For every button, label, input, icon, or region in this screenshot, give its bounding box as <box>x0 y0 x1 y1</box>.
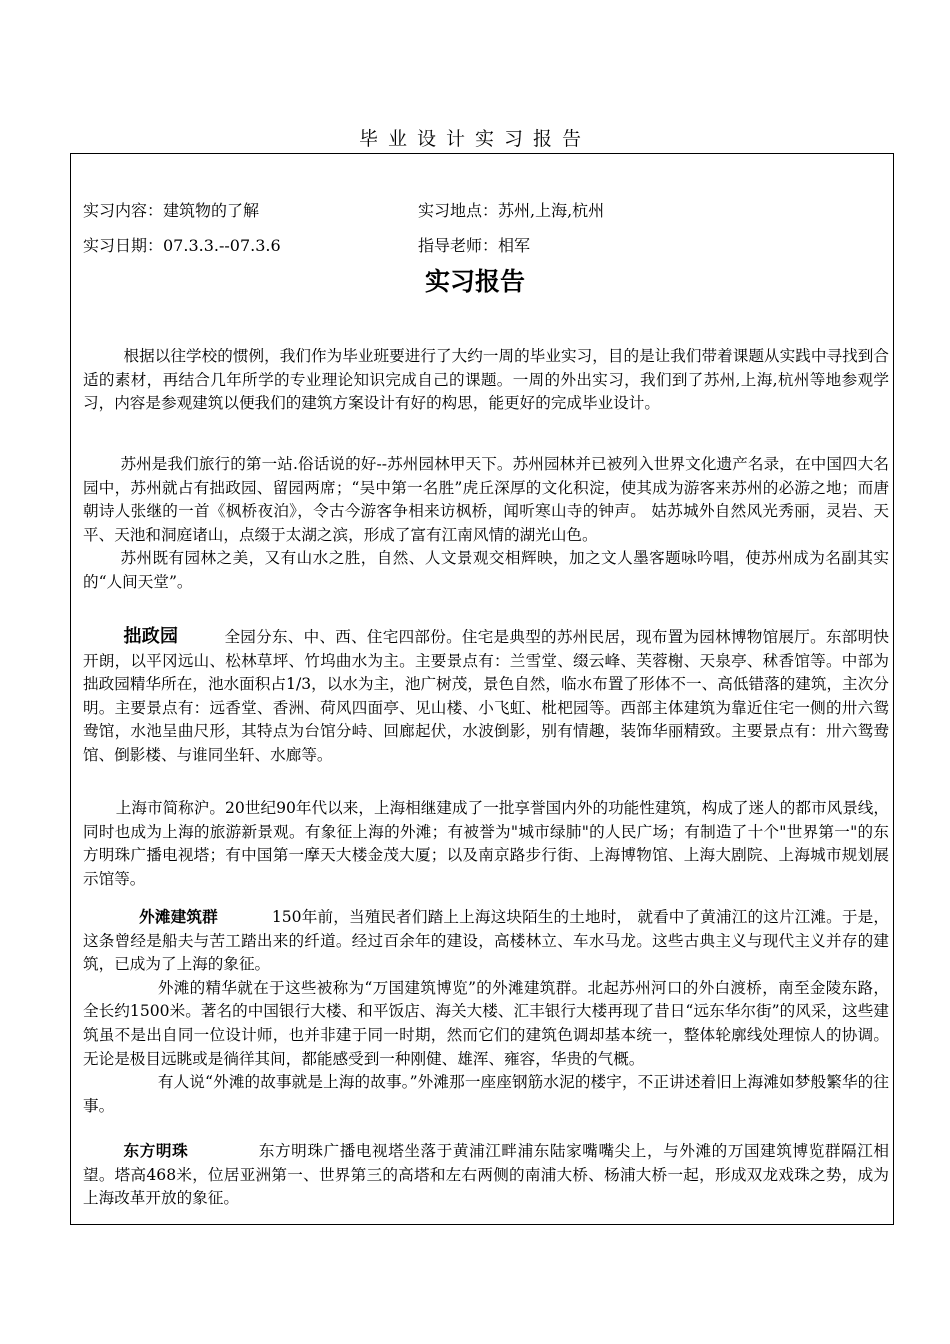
shanghai-paragraph: 上海市简称沪。20世纪90年代以来，上海相继建成了一批享誉国内外的功能性建筑，构成了迷人的都市风景线，同时也成为上海的旅游新景观。有象征上海的外滩；有被誉为"城市绿肺"的人民广场；有制造了十个"世界第一"的东方明珠广播电视塔；有中国第一摩天大楼金茂大厦；以及南京路步行街、上海博物馆、上海大剧院、上海城市规划展示馆等。 <box>83 799 889 888</box>
intro-paragraph: 根据以往学校的惯例，我们作为毕业班要进行了大约一周的毕业实习，目的是让我们带着课题从实践中寻找到合适的素材，再结合几年所学的专业理论知识完成自己的课题。一周的外出实习，我们到了苏州,上海,杭州等地参观学习，内容是参观建筑以便我们的建筑方案设计有好的构思，能更好的完成毕业设计。 <box>83 347 889 413</box>
bund-title: 外滩建筑群 <box>139 908 218 926</box>
report-heading: 实习报告 <box>424 267 525 296</box>
internship-location: 实习地点：苏州,上海,杭州 <box>418 201 605 220</box>
pearl-text: 东方明珠广播电视塔坐落于黄浦江畔浦东陆家嘴嘴尖上，与外滩的万国建筑博览群隔江相望。塔高468米，位居亚洲第一、世界第三的高塔和左右两侧的南浦大桥、杨浦大桥一起，形成双龙戏珠之势，成为上海改革开放的象征。 <box>83 1142 889 1208</box>
internship-content: 实习内容：建筑物的了解 <box>83 201 260 220</box>
suzhou-section <box>83 453 889 595</box>
zhuozheng-section <box>83 625 889 768</box>
instructor: 指导老师：相军 <box>418 236 531 255</box>
bund-paragraph-3: 有人说“外滩的故事就是上海的故事。”外滩那一座座钢筋水泥的楼宇，不正讲述着旧上海滩如梦般繁华的往事。 <box>83 1073 889 1115</box>
internship-date: 实习日期：07.3.3.--07.3.6 <box>83 236 281 255</box>
shanghai-section <box>83 797 889 891</box>
pearl-section <box>83 1140 889 1211</box>
suzhou-paragraph-1: 苏州是我们旅行的第一站.俗话说的好--苏州园林甲天下。苏州园林并已被列入世界文化遗产名录，在中国四大名园中，苏州就占有拙政园、留园两席；“吴中第一名胜”虎丘深厚的文化积淀，使其成为游客来苏州的必游之地；而唐朝诗人张继的一首《枫桥夜泊》，令古今游客争相来访枫桥，闻听寒山寺的钟声。 姑苏城外自然风光秀丽，灵岩、天平、天池和洞庭诸山，点缀于太湖之滨，形成了富有江南风情的湖光山色。 <box>83 455 889 544</box>
intro-section <box>83 345 889 416</box>
document-title: 毕业设计实习报告 <box>358 128 591 150</box>
bund-paragraph-1: 150年前，当殖民者们踏上上海这块陌生的土地时， 就看中了黄浦江的这片江滩。于是，这条曾经是船夫与苦工踏出来的纤道。经过百余年的建设，高楼林立、车水马龙。这些古典主义与现代主义并存的建筑，已成为了上海的象征。 <box>83 908 889 974</box>
zhuozheng-text: 全园分东、中、西、住宅四部份。住宅是典型的苏州民居，现布置为园林博物馆展厅。东部明快开朗，以平冈远山、松林草坪、竹坞曲水为主。主要景点有：兰雪堂、缀云峰、芙蓉榭、天泉亭、秫香馆等。中部为拙政园精华所在，池水面积占1/3，以水为主，池广树茂，景色自然，临水布置了形体不一、高低错落的建筑，主次分明。主要景点有：远香堂、香洲、荷风四面亭、见山楼、小飞虹、枇杷园等。西部主体建筑为靠近住宅一侧的卅六鸳鸯馆，水池呈曲尺形，其特点为台馆分峙、回廊起伏，水波倒影，别有情趣，装饰华丽精致。主要景点有：卅六鸳鸯馆、倒影楼、与谁同坐轩、水廊等。 <box>83 628 889 764</box>
pearl-title: 东方明珠 <box>123 1142 189 1160</box>
bund-paragraph-2: 外滩的精华就在于这些被称为“万国建筑博览”的外滩建筑群。北起苏州河口的外白渡桥，南至金陵东路，全长约1500米。著名的中国银行大楼、和平饭店、海关大楼、汇丰银行大楼再现了昔日“远东华尔街”的风采，这些建筑虽不是出自同一位设计师，也并非建于同一时期，然而它们的建筑色调却基本统一，整体轮廓线处理惊人的协调。无论是极目远眺或是徜徉其间，都能感受到一种刚健、雄浑、雍容，华贵的气概。 <box>83 978 889 1068</box>
bund-section <box>83 906 889 1118</box>
zhuozheng-title: 拙政园 <box>123 626 179 647</box>
suzhou-paragraph-2: 苏州既有园林之美，又有山水之胜，自然、人文景观交相辉映，加之文人墨客题咏吟唱，使苏州成为名副其实的“人间天堂”。 <box>83 549 889 591</box>
